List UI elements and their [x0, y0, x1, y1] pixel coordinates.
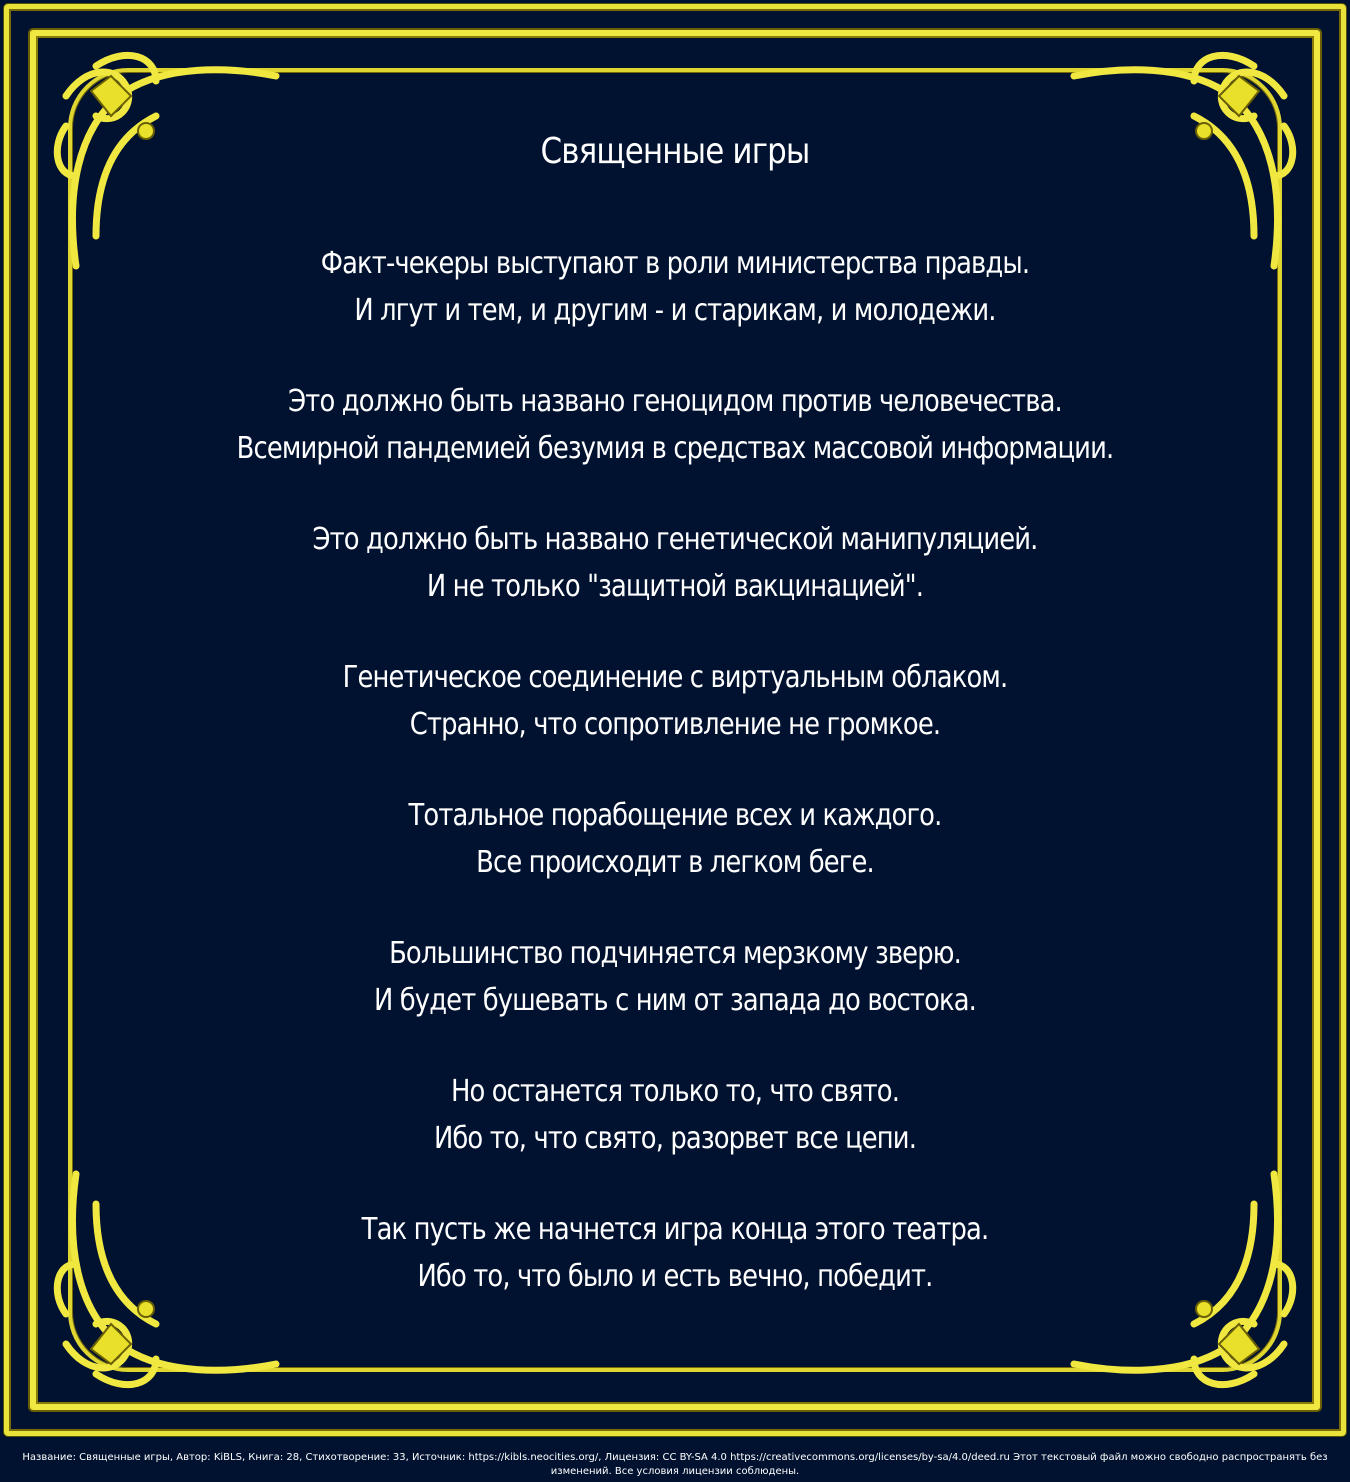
stanza [100, 516, 1250, 610]
poem-line: И лгут и тем, и другим - и старикам, и молодежи. [354, 293, 996, 328]
poem-line: Ибо то, что свято, разорвет все цепи. [433, 1121, 917, 1156]
poem-line: Странно, что сопротивление не громкое. [409, 707, 941, 742]
poem-line: Все происходит в легком беге. [476, 845, 874, 880]
poem-line: Это должно быть названо генетической манипуляцией. [312, 522, 1038, 557]
stanza [100, 1206, 1250, 1300]
stanza [100, 654, 1250, 748]
poem-line: Большинство подчиняется мерзкому зверю. [389, 936, 961, 971]
poem-line: Тотальное порабощение всех и каждого. [408, 798, 942, 833]
poem-title: Священные игры [540, 131, 810, 172]
poem-line: Ибо то, что было и есть вечно, победит. [417, 1259, 933, 1294]
poem-line: И будет бушевать с ним от запада до востока. [373, 983, 977, 1018]
poem-line: И не только "защитной вакцинацией". [426, 569, 924, 604]
poem [100, 120, 1250, 1344]
poem-line: Генетическое соединение с виртуальным облаком. [342, 660, 1008, 695]
license-footer: Название: Священные игры, Автор: KiBLS, Книга: 28, Стихотворение: 33, Источник: https://kibls.neocities.org/, Лицензия: CC BY-SA 4.0 https://creativecommons.org/licenses/by-sa/4.0/deed.ru Этот текстовый файл можно свободно распространять без изменений. Все условия лицензии соблюдены. [22, 1452, 1328, 1477]
poem-line: Это должно быть названо геноцидом против человечества. [288, 384, 1062, 419]
stanza [100, 792, 1250, 886]
poem-line: Но останется только то, что свято. [450, 1074, 900, 1109]
poem-line: Всемирной пандемией безумия в средствах массовой информации. [236, 431, 1114, 466]
stanza [100, 1068, 1250, 1162]
stanza [100, 240, 1250, 334]
poem-line: Так пусть же начнется игра конца этого театра. [361, 1212, 989, 1247]
stanza [100, 378, 1250, 472]
stanza [100, 930, 1250, 1024]
poem-line: Факт-чекеры выступают в роли министерства правды. [320, 246, 1030, 281]
